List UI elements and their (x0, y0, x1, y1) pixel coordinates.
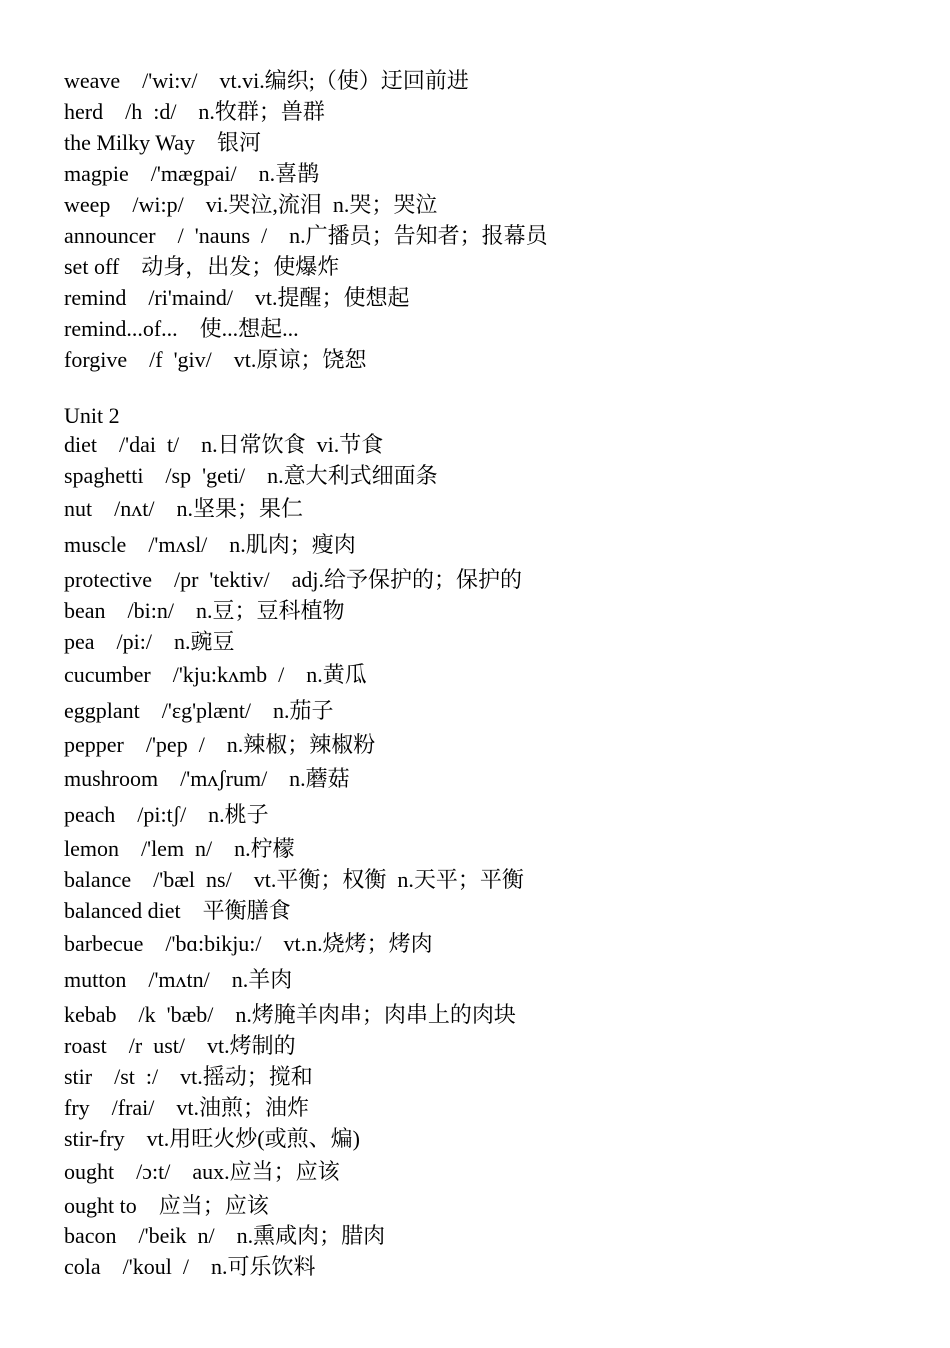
vocab-entry: fry /frai/ vt.油煎；油炸 (64, 1095, 310, 1120)
vocab-entry: the Milky Way 银河 (64, 130, 262, 155)
vocab-entry: forgive /f 'giv/ vt.原谅；饶恕 (64, 347, 367, 372)
vocab-entry: pepper /'pep / n.辣椒；辣椒粉 (64, 732, 376, 757)
vocab-entry: weave /'wi:v/ vt.vi.编织;（使）迂回前进 (64, 68, 469, 93)
vocab-entry: barbecue /'bɑ:bikju:/ vt.n.烧烤；烤肉 (64, 931, 433, 956)
vocab-entry: weep /wi:p/ vi.哭泣,流泪 n.哭；哭泣 (64, 192, 438, 217)
vocab-entry: lemon /'lem n/ n.柠檬 (64, 836, 295, 861)
vocab-entry: mushroom /'mʌʃrum/ n.蘑菇 (64, 766, 350, 791)
vocab-entry: bacon /'beik n/ n.熏咸肉；腊肉 (64, 1223, 386, 1248)
vocab-entry: stir-fry vt.用旺火炒(或煎、煸) (64, 1126, 360, 1151)
vocab-entry: stir /st :/ vt.摇动；搅和 (64, 1064, 313, 1089)
vocab-entry: balance /'bæl ns/ vt.平衡；权衡 n.天平；平衡 (64, 867, 524, 892)
vocab-entry: remind /ri'maind/ vt.提醒；使想起 (64, 285, 410, 310)
vocab-entry: set off 动身，出发；使爆炸 (64, 254, 340, 279)
vocab-entry: spaghetti /sp 'geti/ n.意大利式细面条 (64, 463, 438, 488)
vocab-entry: magpie /'mægpai/ n.喜鹊 (64, 161, 320, 186)
vocab-entry: balanced diet 平衡膳食 (64, 898, 291, 923)
unit-heading: Unit 2 (64, 403, 120, 428)
vocab-entry: bean /bi:n/ n.豆；豆科植物 (64, 598, 345, 623)
vocab-entry: remind...of... 使...想起... (64, 316, 299, 341)
vocab-entry: kebab /k 'bæb/ n.烤腌羊肉串；肉串上的肉块 (64, 1002, 516, 1027)
vocab-entry: herd /h :d/ n.牧群；兽群 (64, 99, 325, 124)
vocab-entry: cola /'koul / n.可乐饮料 (64, 1254, 316, 1279)
vocab-entry: pea /pi:/ n.豌豆 (64, 629, 235, 654)
vocab-entry: peach /pi:tʃ/ n.桃子 (64, 802, 269, 827)
vocab-entry: ought to 应当；应该 (64, 1193, 269, 1218)
vocab-entry: mutton /'mʌtn/ n.羊肉 (64, 967, 293, 992)
vocab-entry: protective /pr 'tektiv/ adj.给予保护的；保护的 (64, 567, 522, 592)
vocab-entry: announcer / 'nauns / n.广播员；告知者；报幕员 (64, 223, 548, 248)
vocab-entry: nut /nʌt/ n.坚果；果仁 (64, 496, 303, 521)
vocab-entry: roast /r ust/ vt.烤制的 (64, 1033, 296, 1058)
vocab-entry: muscle /'mʌsl/ n.肌肉；瘦肉 (64, 532, 356, 557)
vocab-entry: diet /'dai t/ n.日常饮食 vi.节食 (64, 432, 384, 457)
vocab-entry: eggplant /'ɛg'plænt/ n.茄子 (64, 698, 334, 723)
vocab-entry: ought /ɔ:t/ aux.应当；应该 (64, 1159, 340, 1184)
vocab-entry: cucumber /'kju:kʌmb / n.黄瓜 (64, 662, 367, 687)
